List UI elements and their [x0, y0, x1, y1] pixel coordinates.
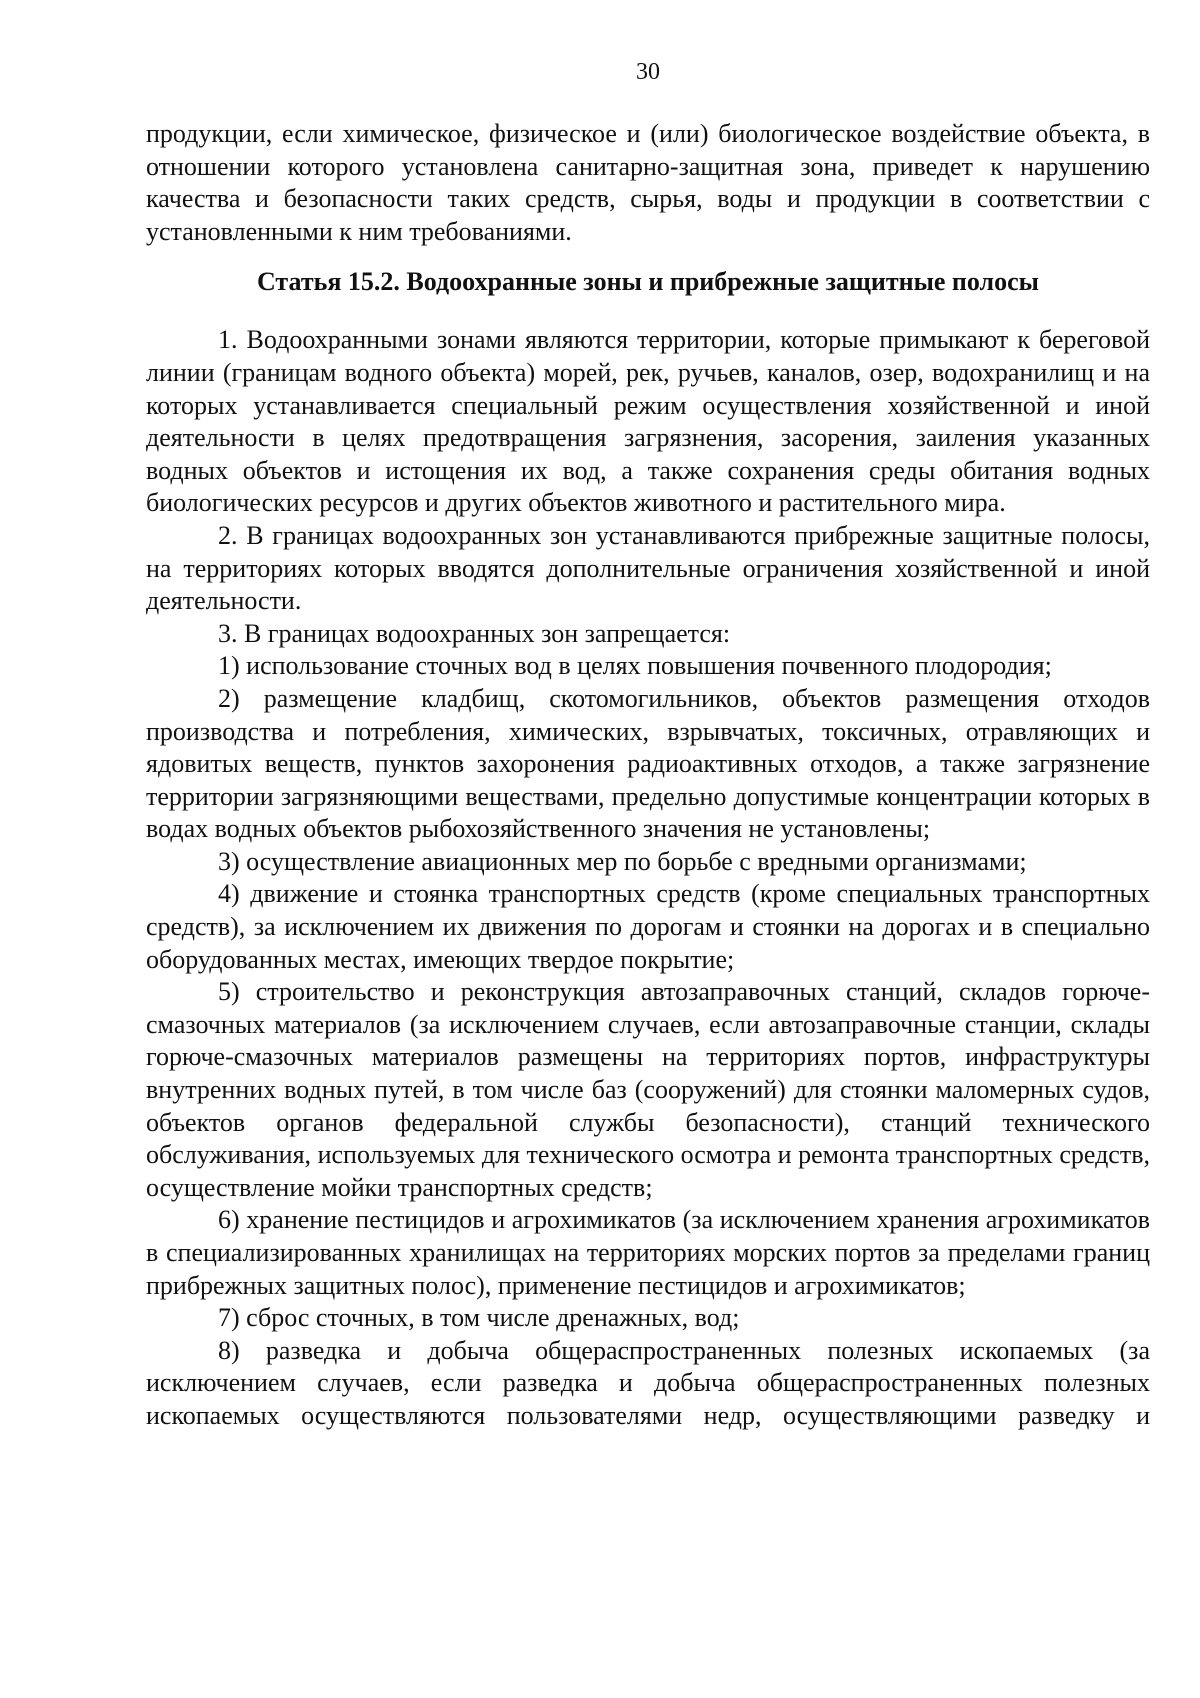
- list-item-6: 6) хранение пестицидов и агрохимикатов (за исключением хранения агрохимикатов в специализированных хранилищах на территориях морских портов за пределами границ прибрежных защитных полос), применение пестицидов и агрохимикатов;: [146, 1205, 1150, 1300]
- document-body: [146, 118, 1150, 1433]
- intro-paragraph: продукции, если химическое, физическое и (или) биологическое воздействие объекта, в отношении которого установлена санитарно-защитная зона, приведет к нарушению качества и безопасности таких средств, сырья, воды и продукции в соответствии с установленными к ним требованиями.: [146, 119, 1150, 246]
- page-number: 30: [636, 59, 660, 85]
- list-item-7: 7) сброс сточных, в том числе дренажных, вод;: [218, 1303, 740, 1333]
- article-heading: Статья 15.2. Водоохранные зоны и прибрежные защитные полосы: [257, 267, 1039, 297]
- list-item-3: 3) осуществление авиационных мер по борьбе с вредными организмами;: [218, 846, 1027, 876]
- list-item-1: 1) использование сточных вод в целях повышения почвенного плодородия;: [218, 651, 1052, 681]
- list-item-4: 4) движение и стоянка транспортных средств (кроме специальных транспортных средств), за исключением их движения по дорогам и стоянки на дорогах и в специально оборудованных местах, имеющих твердое покрытие;: [146, 879, 1150, 974]
- paragraph-3: 3. В границах водоохранных зон запрещается:: [218, 618, 731, 648]
- list-item-5: 5) строительство и реконструкция автозаправочных станций, складов горюче-смазочных материалов (за исключением случаев, если автозаправочные станции, склады горюче-смазочных материалов размещены на территориях портов, инфраструктуры внутренних водных путей, в том числе баз (сооружений) для стоянки маломерных судов, объектов органов федеральной службы безопасности), станций технического обслуживания, используемых для технического осмотра и ремонта транспортных средств, осуществление мойки транспортных средств;: [146, 977, 1150, 1202]
- list-item-2: 2) размещение кладбищ, скотомогильников, объектов размещения отходов производства и потребления, химических, взрывчатых, токсичных, отравляющих и ядовитых веществ, пунктов захоронения радиоактивных отходов, а также загрязнение территории загрязняющими веществами, предельно допустимые концентрации которых в водах водных объектов рыбохозяйственного значения не установлены;: [146, 683, 1150, 844]
- paragraph-1: 1. Водоохранными зонами являются территории, которые примыкают к береговой линии (границам водного объекта) морей, рек, ручьев, каналов, озер, водохранилищ и на которых устанавливается специальный режим осуществления хозяйственной и иной деятельности в целях предотвращения загрязнения, засорения, заиления указанных водных объектов и истощения их вод, а также сохранения среды обитания водных биологических ресурсов и других объектов животного и растительного мира.: [146, 325, 1150, 518]
- paragraph-2: 2. В границах водоохранных зон устанавливаются прибрежные защитные полосы, на территориях которых вводятся дополнительные ограничения хозяйственной и иной деятельности.: [146, 520, 1150, 616]
- list-item-8: 8) разведка и добыча общераспространенных полезных ископаемых (за исключением случаев, если разведка и добыча общераспространенных полезных ископаемых осуществляются пользователями недр, осуществляющими разведку и: [146, 1335, 1150, 1430]
